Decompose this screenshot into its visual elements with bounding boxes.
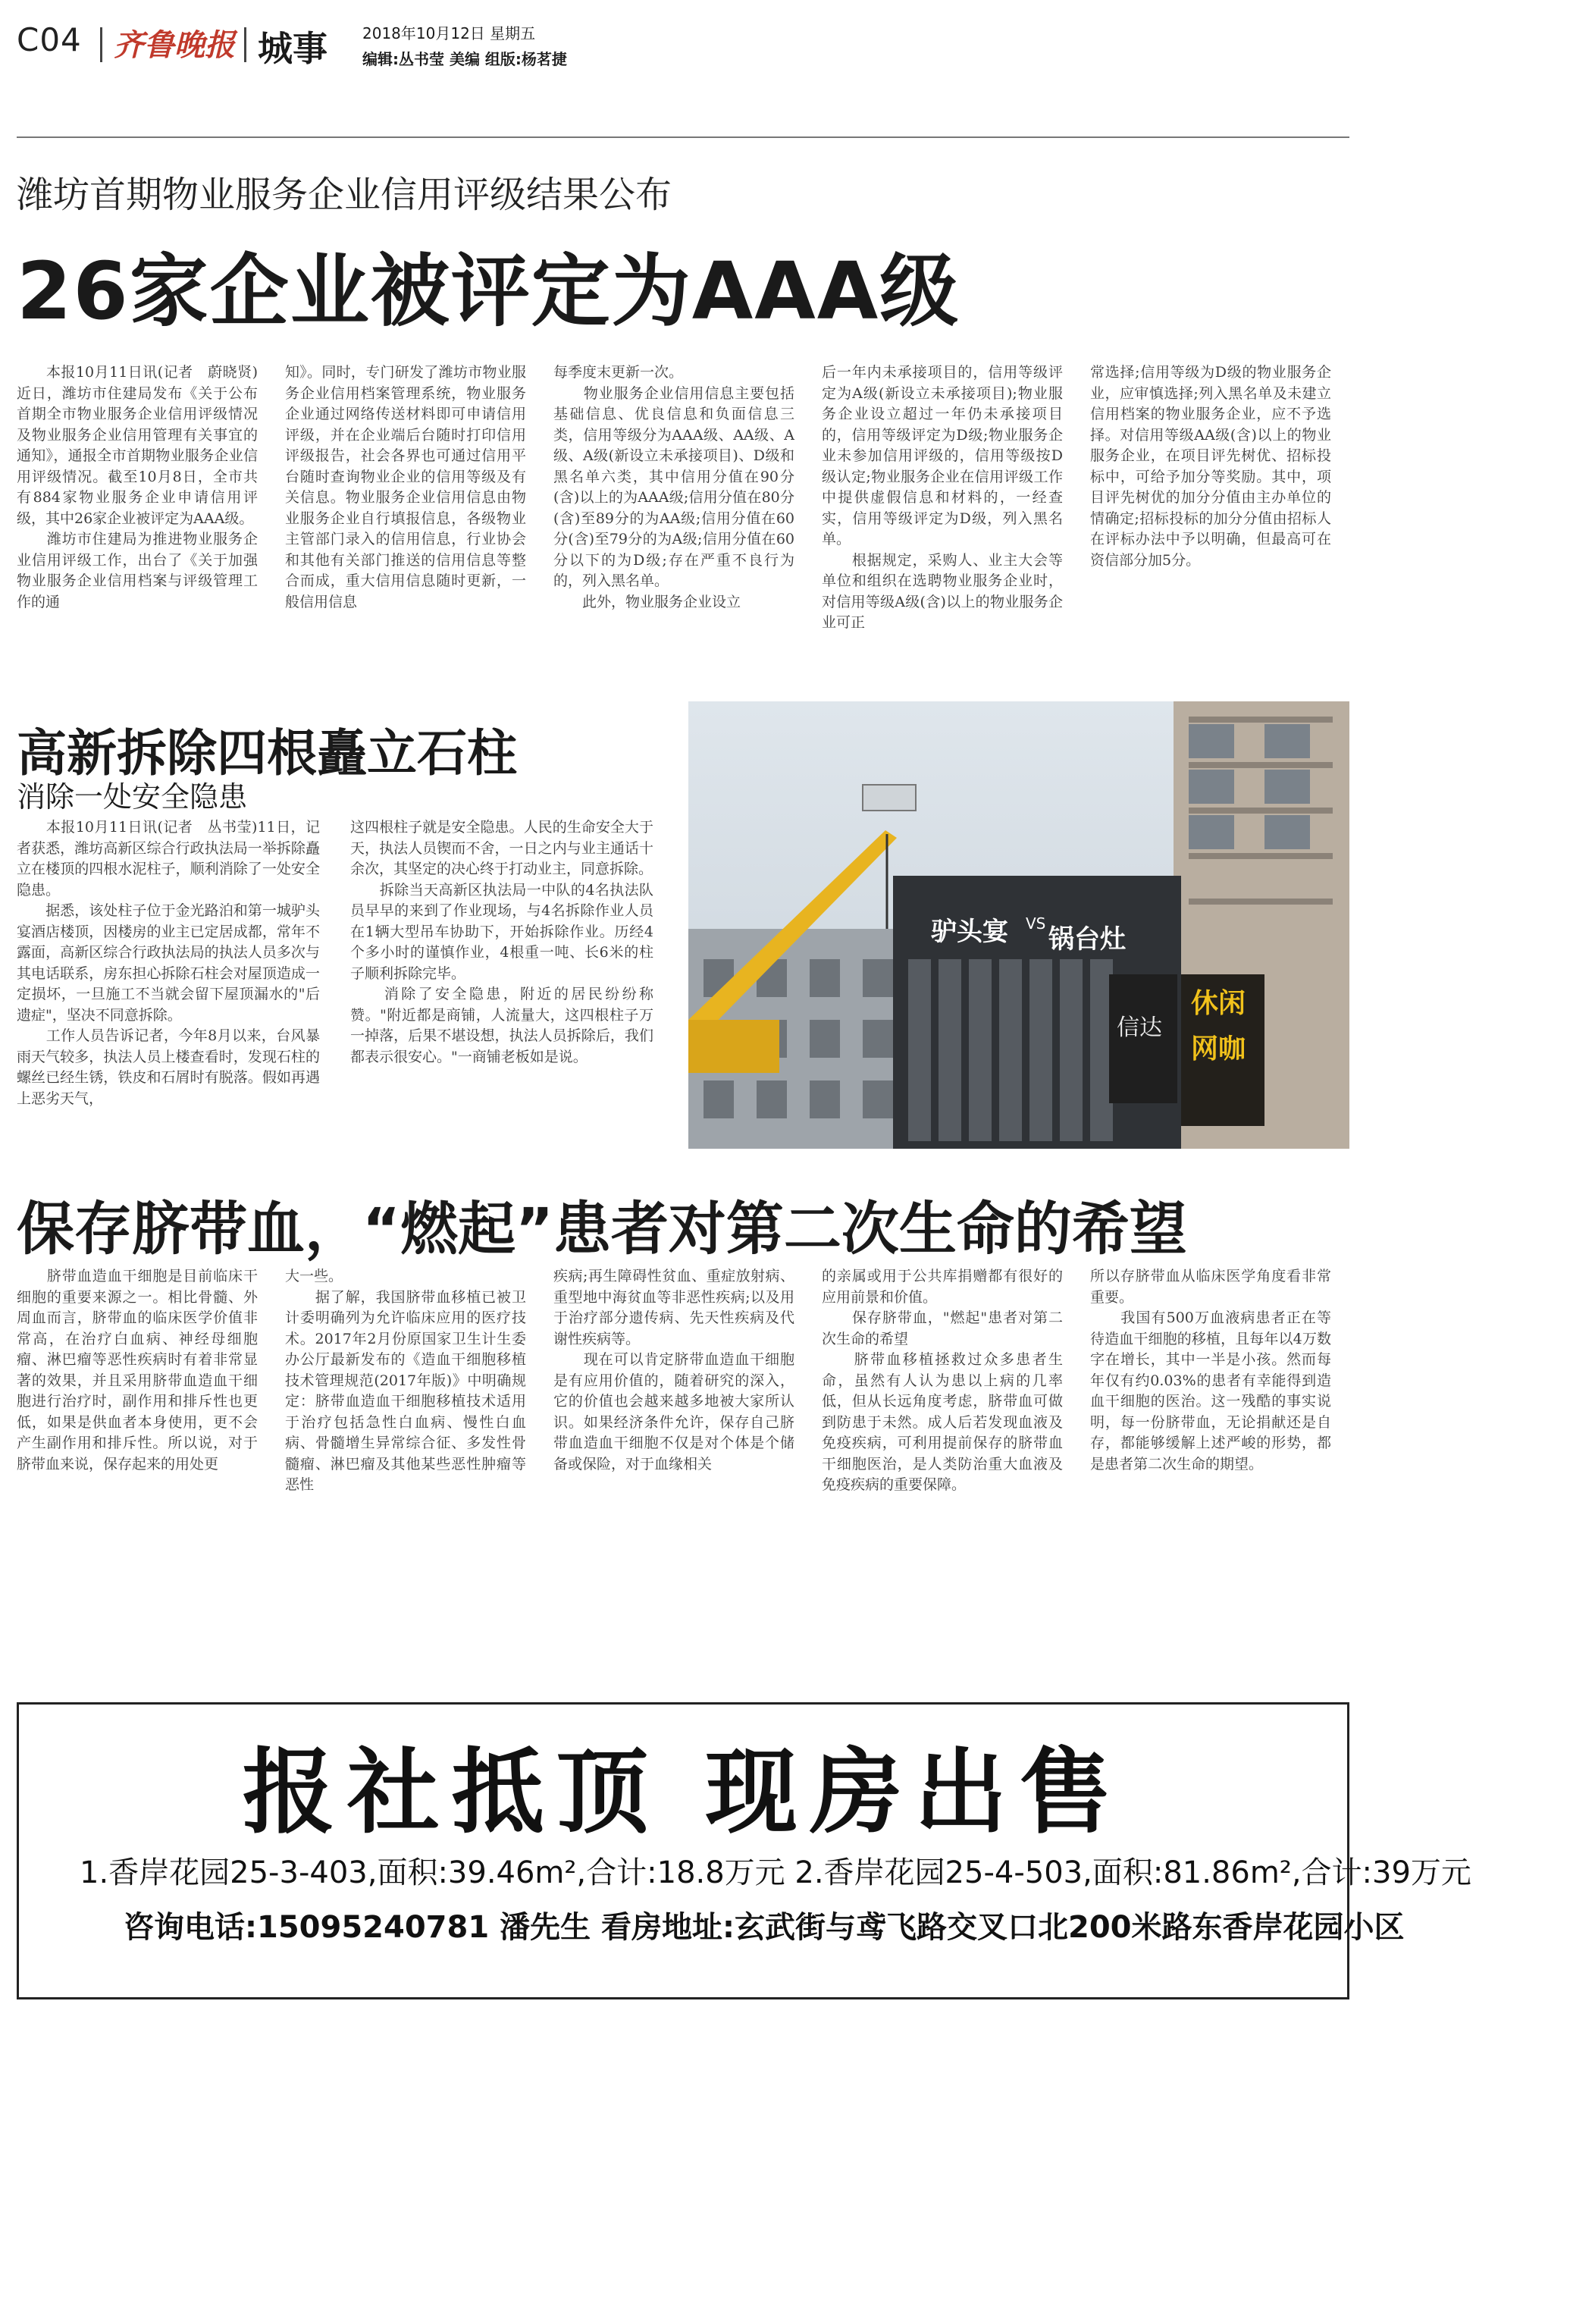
paper-name: 齐鲁晚报 — [114, 27, 235, 63]
demolition-photo-illustration — [688, 701, 1349, 1149]
article1-column: 常选择;信用等级为D级的物业服务企业，应审慎选择;列入黑名单及未建立信用档案的物业服务企业，应不予选择。对信用等级AA级(含)以上的物业服务企业，在项目评先树优、招标投标中，可给予加分等奖励。其中，项目评先树优的加分分值由主办单位的情确定;招标投标的加分分值由招标人在评标办法中予以明确，但最高可在资信部分加5分。 — [1090, 364, 1331, 569]
page-code: C04 — [17, 21, 82, 58]
article1-column: 知》。同时，专门研发了潍坊市物业服务企业信用档案管理系统，物业服务企业通过网络传送材料即可申请信用评级，并在企业端后台随时打印信用评级报告，社会各界也可通过信用平台随时查询物业企业的信用等级及有关信息。物业服务企业信用信息由物业服务企业自行填报信息，各级物业主管部门录入的信用信息，行业协会和其他有关部门推送的信用信息等整合而成，重大信用信息随时更新，一般信用信息 — [285, 364, 526, 610]
ad-listing-line: 1.香岸花园25-3-403,面积:39.46m²,合计:18.8万元 2.香岸花园25-4-503,面积:81.86m²,合计:39万元 — [80, 1855, 1471, 1890]
article2-headline: 高新拆除四根矗立石柱 — [17, 724, 517, 783]
header-divider — [100, 27, 102, 62]
header-divider — [244, 27, 246, 62]
article3-column: 脐带血造血干细胞是目前临床干细胞的重要来源之一。相比骨髓、外周血而言，脐带血的临床医学价值非常高，在治疗白血病、神经母细胞瘤、淋巴瘤等恶性疾病时有着非常显著的效果，并且采用脐带血造血干细胞进行治疗时，副作用和排斥性也更低，如果是供血者本身使用，更不会产生副作用和排斥性。所以说，对于脐带血来说，保存起来的用处更 — [17, 1268, 258, 1472]
sign-vs-text: VS — [1026, 914, 1046, 933]
sign-restaurant2-text: 锅台灶 — [1048, 924, 1126, 955]
section-title: 城事 — [258, 28, 327, 69]
sign-netcafe-text: 休闲 — [1191, 988, 1246, 1019]
article3-column: 大一些。 据了解，我国脐带血移植已被卫计委明确列为允许临床应用的医疗技术。2017年2月份原国家卫生计生委办公厅最新发布的《造血干细胞移植技术管理规范(2017年版)》中明确规定：脐带血造血干细胞移植技术适用于治疗包括急性白血病、慢性白血病、骨髓增生异常综合征、多发性骨髓瘤、淋巴瘤及其他某些恶性肿瘤等恶性 — [285, 1268, 526, 1493]
article1-headline: 26家企业被评定为AAA级 — [17, 245, 960, 337]
sign-xinda-text: 信达 — [1117, 1015, 1162, 1041]
article3-column: 所以存脐带血从临床医学角度看非常重要。 我国有500万血液病患者正在等待造血干细胞的移植，且每年以4万数字在增长，其中一半是小孩。然而每年仅有约0.03%的患者有幸能得到造血干细胞的医治。这一残酷的事实说明，每一份脐带血，无论捐献还是自存，都能够缓解上述严峻的形势，都是患者第二次生命的期望。 — [1090, 1268, 1331, 1472]
article2-subhead: 消除一处安全隐患 — [17, 780, 248, 814]
article3-column: 疾病;再生障碍性贫血、重症放射病、重型地中海贫血等非恶性疾病;以及用于治疗部分遗传病、先天性疾病及代谢性疾病等。 现在可以肯定脐带血造血干细胞是有应用价值的，随着研究的深入，它的价值也会越来越多地被大家所认识。如果经济条件允许，保存自己脐带血造血干细胞不仅是对个体是个储备或保险，对于血缘相关 — [553, 1268, 794, 1472]
date-line: 2018年10月12日 星期五 — [362, 24, 536, 42]
sign-restaurant-text: 驴头宴 — [931, 917, 1008, 947]
ad-title: 报社抵顶 现房出售 — [242, 1739, 1124, 1846]
ad-contact-line: 咨询电话:15095240781 潘先生 看房地址:玄武街与鸢飞路交叉口北200米路东香岸花园小区 — [124, 1910, 1405, 1945]
article1-column: 每季度末更新一次。 物业服务企业信用信息主要包括基础信息、优良信息和负面信息三类，信用等级分为AAA级、AA级、A级、A级(新设立未承接项目)、D级和黑名单六类，其中信用分值在90分(含)以上的为AAA级;信用分值在80分(含)至89分的为AA级;信用分值在60分(含)至79分的为A级;信用分值在60分以下的为D级;存在严重不良行为的，列入黑名单。 此外，物业服务企业设立 — [553, 364, 794, 610]
demolition-photo — [688, 701, 1349, 1149]
article1-column: 后一年内未承接项目的，信用等级评定为A级(新设立未承接项目);物业服务企业设立超过一年仍未承接项目的，信用等级评定为D级;物业服务企业未参加信用评级的，信用等级按D级认定;物业服务企业在信用评级工作中提供虚假信息和材料的，一经查实，信用等级评定为D级，列入黑名单。 根据规定，采购人、业主大会等单位和组织在选聘物业服务企业时，对信用等级A级(含)以上的物业服务企业可正 — [822, 364, 1063, 631]
editors-line: 编辑:丛书莹 美编 组版:杨茗捷 — [362, 50, 567, 68]
article3-column: 的亲属或用于公共库捐赠都有很好的应用前景和价值。 保存脐带血，"燃起"患者对第二次生命的希望 脐带血移植拯救过众多患者生命，虽然有人认为患以上病的几率低，但从长远角度考虑，脐带血可做到防患于未然。成人后若发现血液及免疫疾病，可利用提前保存的脐带血干细胞医治，是人类防治重大血液及免疫疾病的重要保障。 — [822, 1268, 1063, 1493]
article2-column: 本报10月11日讯(记者 丛书莹)11日，记者获悉，潍坊高新区综合行政执法局一举拆除矗立在楼顶的四根水泥柱子，顺利消除了一处安全隐患。 据悉，该处柱子位于金光路泊和第一城驴头宴酒店楼顶，因楼房的业主已定居成都，常年不露面，高新区综合行政执法局的执法人员多次与其电话联系，房东担心拆除石柱会对屋顶造成一定损坏，一旦施工不当就会留下屋顶漏水的"后遗症"，坚决不同意拆除。 工作人员告诉记者，今年8月以来，台风暴雨天气较多，执法人员上楼查看时，发现石柱的螺丝已经生锈，铁皮和石屑时有脱落。假如再遇上恶劣天气， — [17, 819, 320, 1107]
article2-column: 这四根柱子就是安全隐患。人民的生命安全大于天，执法人员锲而不舍，一日之内与业主通话十余次，其坚定的决心终于打动业主，同意拆除。 拆除当天高新区执法局一中队的4名执法队员早早的来到了作业现场，与4名拆除作业人员在1辆大型吊车协助下，开始拆除作业。历经4个多小时的谨慎作业，4根重一吨、长6米的柱子顺利拆除完毕。 消除了安全隐患，附近的居民纷纷称赞。"附近都是商铺，人流量大，这四根柱子万一掉落，后果不堪设想，执法人员拆除后，我们都表示很安心。"一商铺老板如是说。 — [350, 819, 653, 1065]
sign-netcafe-text2: 网咖 — [1191, 1033, 1246, 1065]
article1-kicker: 潍坊首期物业服务企业信用评级结果公布 — [17, 174, 672, 216]
header-rule — [17, 136, 1349, 138]
article1-column: 本报10月11日讯(记者 蔚晓贤)近日，潍坊市住建局发布《关于公布首期全市物业服务企业信用评级情况及物业服务企业信用管理有关事宜的通知》，通报全市首期物业服务企业信用评级情况。截至10月8日，全市共有884家物业服务企业申请信用评级，其中26家企业被评定为AAA级。 潍坊市住建局为推进物业服务企业信用评级工作，出台了《关于加强物业服务企业信用档案与评级管理工作的通 — [17, 364, 258, 610]
article3-headline: 保存脐带血，“燃起”患者对第二次生命的希望 — [17, 1195, 1187, 1262]
property-sale-ad — [17, 1702, 1471, 1999]
